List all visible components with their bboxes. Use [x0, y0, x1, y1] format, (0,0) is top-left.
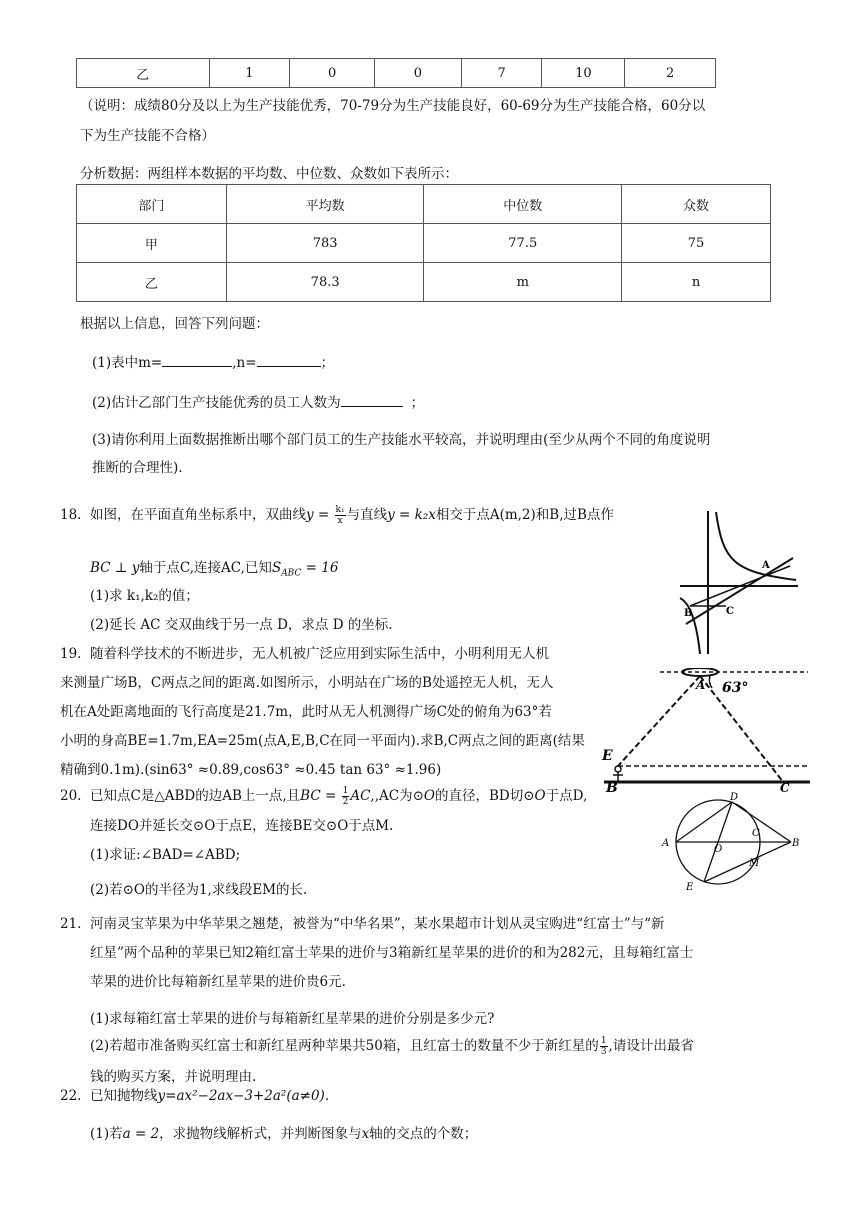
stats-table: [76, 184, 771, 302]
line-equation: y = k₂x: [387, 507, 436, 523]
table-cell: 10: [542, 59, 625, 88]
drone-figure: [600, 668, 810, 792]
label-c: C: [780, 781, 790, 792]
q18-text-a: 如图，在平面直角坐标系中，双曲线: [90, 507, 306, 523]
q20-text: 于点D,: [545, 788, 588, 804]
table-row: [77, 59, 716, 88]
angle-label: 63°: [722, 680, 749, 696]
q21-number: 21.: [60, 916, 82, 932]
angle-arc: [709, 676, 712, 688]
answer-blank-excellent[interactable]: [341, 392, 403, 407]
q22-line1: [90, 1086, 329, 1106]
q18-line2: [90, 558, 338, 584]
column-header: 部门: [77, 185, 227, 224]
hyperbola-y: y =: [306, 507, 334, 523]
q19-line: 随着科学技术的不断进步，无人机被广泛应用到实际生活中，小明利用无人机: [90, 646, 549, 662]
score-table-partial: [76, 58, 716, 88]
answer-blank-n[interactable]: [257, 352, 321, 367]
q19-line: 机在A处距离地面的飞行高度是21.7m，此时从无人机测得广场C处的俯角为63°若: [60, 704, 552, 720]
table-cell: 75: [622, 224, 771, 263]
column-header: 中位数: [424, 185, 622, 224]
q21-part2: [90, 1036, 694, 1057]
q17-part3-line2: 推断的合理性).: [92, 460, 183, 476]
q17-part1: [92, 352, 334, 373]
x-axis-var: x: [361, 1126, 370, 1142]
label-b: B: [792, 838, 800, 849]
tangent-bd: [732, 802, 791, 842]
q21-part1: (1)求每箱红富士苹果的进价与每箱新红星苹果的进价分别是多少元?: [90, 1011, 495, 1027]
q20-text: 的直径，BD切⊙: [434, 788, 535, 804]
answer-blank-m[interactable]: [162, 352, 232, 367]
table-cell: 乙: [77, 59, 210, 88]
label-e: E: [686, 882, 694, 892]
column-header: 众数: [622, 185, 771, 224]
circle-o: O: [423, 788, 435, 804]
segment-ac: AC: [350, 788, 371, 804]
table-cell: 7: [461, 59, 542, 88]
q21-part2-text: (2)若超市准备购买红富士和新红星两种苹果共50箱，且红富士的数量不少于新红星的: [90, 1038, 599, 1054]
fraction-one-half: [342, 786, 350, 807]
table-cell: 乙: [77, 263, 227, 302]
q18-perp: BC ⊥ y: [90, 560, 140, 576]
q18-text-c: 相交于点A(m,2)和B,过B点作: [435, 507, 614, 523]
q17-part3-line1: (3)请你利用上面数据推断出哪个部门员工的生产技能水平较高，并说明理由(至少从两个不同的角度说明: [92, 432, 711, 448]
circle-figure: [656, 790, 806, 892]
frac-num: 1: [342, 786, 349, 796]
frac-den: x: [337, 516, 343, 526]
q22-part1-text: ，求抛物线解析式，并判断图象与: [159, 1126, 362, 1142]
label-c: C: [726, 606, 734, 617]
q21-line: 苹果的进价比每箱新红星苹果的进价贵6元.: [90, 974, 346, 990]
q21-line: 红星”两个品种的苹果已知2箱红富士苹果的进价与3箱新红星苹果的进价的和为282元，且每箱红富士: [90, 945, 694, 961]
q17-part1-text: (1)表中m=: [92, 355, 163, 371]
q18-part2: (2)延长 AC 交双曲线于另一点 D，求点 D 的坐标.: [90, 617, 393, 633]
q17-part1-end: ；: [320, 355, 335, 371]
table-row: [77, 263, 771, 302]
q22-part1-text: 轴的交点的个数；: [369, 1126, 478, 1142]
q17-part2-end: ；: [410, 395, 425, 411]
line-ea: [618, 676, 700, 766]
q21-part2-end: ,请设计出最省: [608, 1038, 694, 1054]
label-a: A: [662, 838, 670, 849]
table-cell: 1: [209, 59, 290, 88]
table-cell: 甲: [77, 224, 227, 263]
label-a: A: [696, 678, 706, 692]
frac-num: 1: [600, 1036, 607, 1046]
table-cell: 0: [375, 59, 462, 88]
fraction-one-third: [600, 1036, 608, 1057]
table-header-row: [77, 185, 771, 224]
q19-line: 精确到0.1m).(sin63° ≈0.89,cos63° ≈0.45 tan 63° ≈1.96): [60, 762, 442, 778]
q18-number: 18.: [60, 507, 82, 523]
q22-number: 22.: [60, 1088, 82, 1104]
q18-line1: [90, 505, 614, 526]
q21-part2-line2: 钱的购买方案，并说明理由.: [90, 1069, 257, 1085]
line-ab: [686, 558, 793, 624]
note-line-2: 下为生产技能不合格）: [80, 128, 215, 144]
segment-bc: BC: [300, 788, 321, 804]
q17-intro: 根据以上信息，回答下列问题：: [80, 316, 269, 332]
q17-part2-text: (2)估计乙部门生产技能优秀的员工人数为: [92, 395, 341, 411]
q22-text: 已知抛物线: [90, 1088, 158, 1104]
q20-number: 20.: [60, 788, 82, 804]
area-sub: ABC: [281, 568, 302, 579]
q21-line: 河南灵宝苹果为中华苹果之翘楚，被誉为“中华名果”，某水果超市计划从灵宝购进“红富士”与“新: [90, 916, 665, 932]
q20-text: ,,AC为⊙: [370, 788, 424, 804]
table-cell: 0: [290, 59, 375, 88]
area-value: = 16: [301, 560, 339, 576]
note-line-1: （说明：成绩80分及以上为生产技能优秀，70-79分为生产技能良好，60-69分为生产技能合格，60分以: [80, 98, 706, 114]
table-cell: 2: [625, 59, 716, 88]
frac-den: 3: [600, 1047, 607, 1057]
q20-part2: (2)若⊙O的半径为1,求线段EM的长.: [90, 882, 308, 898]
q18-text-b: 与直线: [346, 507, 388, 523]
q19-number: 19.: [60, 646, 82, 662]
label-d: D: [730, 792, 739, 803]
q22-part1: [90, 1124, 477, 1144]
label-c: C: [752, 828, 760, 839]
table-cell: m: [424, 263, 622, 302]
q20-line1: [90, 786, 587, 807]
frac-den: 2: [342, 797, 349, 807]
line-ad: [676, 802, 732, 842]
q20-line2: 连接DO并延长交⊙O于点E，连接BE交⊙O于点M.: [90, 818, 394, 834]
table-cell: n: [622, 263, 771, 302]
q18-part1: (1)求 k₁,k₂的值；: [90, 588, 199, 604]
q19-line: 来测量广场B，C两点之间的距离.如图所示，小明站在广场的B处遥控无人机，无人: [60, 675, 554, 691]
label-a: A: [762, 560, 770, 571]
area-s: S: [271, 560, 282, 576]
parabola-equation: y=ax²−2ax−3+2a²(a≠0).: [157, 1088, 330, 1104]
label-b: B: [684, 608, 693, 619]
analysis-intro: 分析数据：两组样本数据的平均数、中位数、众数如下表所示：: [80, 166, 458, 182]
column-header: 平均数: [226, 185, 424, 224]
q18-text-line2: 轴于点C,连接AC,已知: [139, 560, 272, 576]
label-e: E: [602, 748, 613, 764]
fraction-k1-over-x: [335, 505, 346, 526]
q20-part1: (1)求证:∠BAD=∠ABD;: [90, 847, 241, 863]
q20-text: 已知点C是△ABD的边AB上一点,且: [90, 788, 301, 804]
a-value: a = 2: [122, 1126, 160, 1142]
q22-part1-text: (1)若: [90, 1126, 123, 1142]
circle-o: O: [534, 788, 546, 804]
q17-part2: [92, 392, 424, 413]
label-o: O: [714, 844, 723, 855]
label-m: M: [749, 858, 760, 869]
frac-num: k₁: [335, 505, 345, 515]
table-row: [77, 224, 771, 263]
equals-sign: =: [320, 788, 341, 804]
q17-part1-text-n: ,n=: [232, 355, 257, 371]
table-cell: 77.5: [424, 224, 622, 263]
table-cell: 78.3: [226, 263, 424, 302]
hyperbola-branch: [716, 512, 796, 580]
hyperbola-figure: [678, 506, 800, 656]
label-b: B: [606, 780, 618, 792]
q19-line: 小明的身高BE=1.7m,EA=25m(点A,E,B,C在同一平面内).求B,C两点之间的距离(结果: [60, 733, 585, 749]
table-cell: 783: [226, 224, 424, 263]
person-icon: [615, 766, 621, 772]
